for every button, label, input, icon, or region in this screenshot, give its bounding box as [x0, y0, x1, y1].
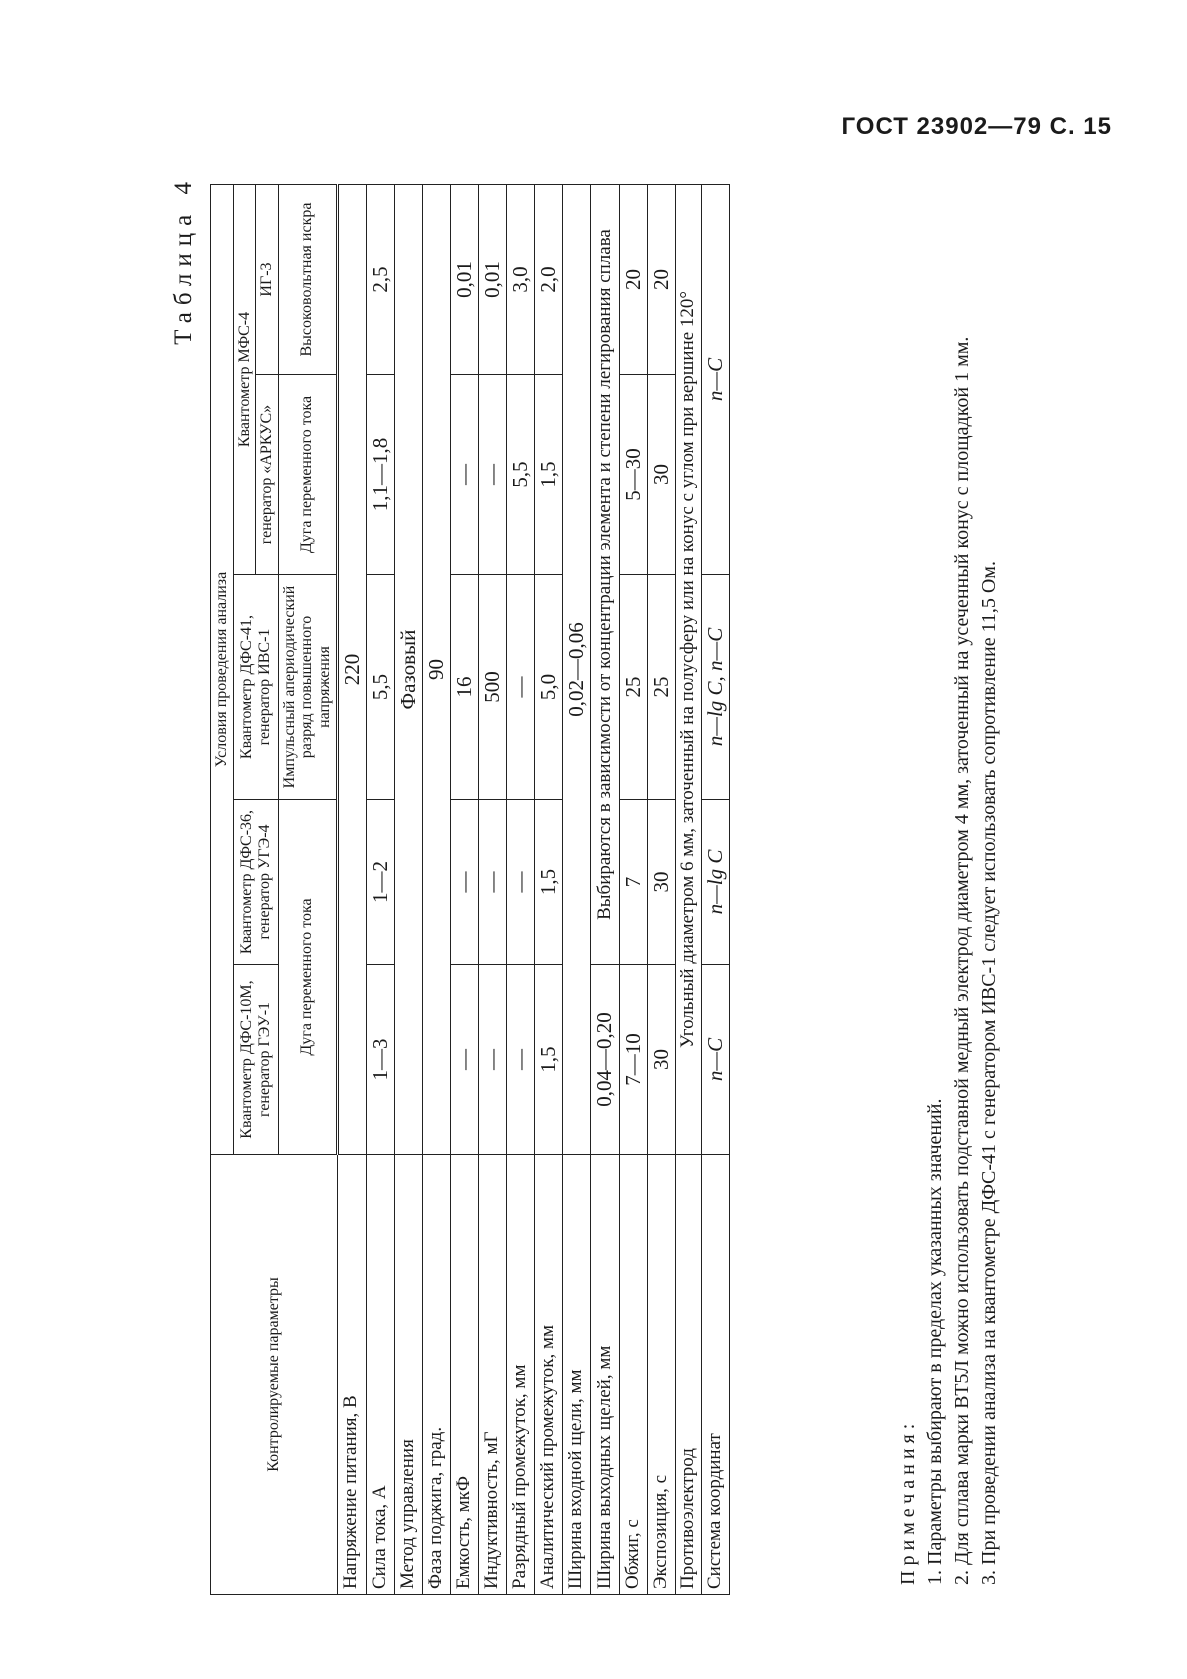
cell-value: n—lg C, n—C [701, 575, 729, 800]
cell-value: 5,5 [507, 375, 535, 575]
cell-value: — [479, 965, 507, 1155]
row-label: Сила тока, А [366, 1155, 394, 1595]
page-header: ГОСТ 23902—79 С. 15 [841, 113, 1112, 140]
cell-value: 90 [422, 185, 450, 1155]
cell-value: n—C [701, 185, 729, 575]
cell-value: 0,04—0,20 [591, 965, 619, 1155]
cell-value: 16 [450, 575, 478, 800]
col-dev1: Квантометр ДФС-10М, генератор ГЭУ-1 [233, 965, 278, 1155]
row-label: Обжиг, с [619, 1155, 647, 1595]
cell-value: 1,5 [535, 965, 563, 1155]
cell-value: 7—10 [619, 965, 647, 1155]
row-label: Фаза поджига, град. [422, 1155, 450, 1595]
col-gen-ig3: ИГ-3 [256, 185, 279, 375]
parameters-table [210, 184, 730, 1595]
cell-value: Угольный диаметром 6 мм, заточенный на полусферу или на конус с углом при вершине 120° [675, 185, 701, 1155]
note-1: 1. Параметры выбирают в пределах указанных значений. [924, 1098, 946, 1585]
cell-value: 220 [337, 185, 366, 1155]
cell-value: 500 [479, 575, 507, 800]
cell-value: Выбираются в зависимости от концентрации элемента и степени легирования сплава [591, 185, 619, 965]
cell-value: — [507, 800, 535, 965]
col-dev2: Квантометр ДФС-36, генератор УГЭ-4 [233, 800, 278, 965]
cell-value: 0,01 [479, 185, 507, 375]
table-row [701, 185, 729, 1595]
col-mode-ac4: Дуга переменного тока [278, 375, 337, 575]
row-label: Ширина выходных щелей, мм [591, 1155, 619, 1595]
table-row [422, 185, 450, 1595]
row-label: Противоэлектрод [675, 1155, 701, 1595]
row-label: Ширина входной щели, мм [563, 1155, 591, 1595]
cell-value: — [450, 800, 478, 965]
table-row [619, 185, 647, 1595]
row-label: Экспозиция, с [647, 1155, 675, 1595]
row-label: Система координат [701, 1155, 729, 1595]
cell-value: 1—3 [366, 965, 394, 1155]
cell-value: n—C [701, 965, 729, 1155]
table-row [366, 185, 394, 1595]
cell-value: 30 [647, 800, 675, 965]
cell-value: 30 [647, 375, 675, 575]
col-dev3: Квантометр ДФС-41, генератор ИВС-1 [233, 575, 278, 800]
cell-value: 5,0 [535, 575, 563, 800]
cell-value: 1—2 [366, 800, 394, 965]
cell-value: — [450, 965, 478, 1155]
cell-value: 2,0 [535, 185, 563, 375]
table-row [337, 185, 366, 1595]
cell-value: 1,5 [535, 800, 563, 965]
cell-value: — [507, 965, 535, 1155]
col-gen-arkus: генератор «АРКУС» [256, 375, 279, 575]
cell-value: 7 [619, 800, 647, 965]
cell-value: 5—30 [619, 375, 647, 575]
cell-value: 25 [619, 575, 647, 800]
table-row [675, 185, 701, 1595]
row-label: Напряжение питания, В [337, 1155, 366, 1595]
cell-value: 5,5 [366, 575, 394, 800]
cell-value: 25 [647, 575, 675, 800]
col-conditions-header: Условия проведения анализа [211, 185, 234, 1155]
cell-value: 3,0 [507, 185, 535, 375]
table-row [647, 185, 675, 1595]
cell-value: 30 [647, 965, 675, 1155]
col-mode-pulse: Импульсный апериодический разряд повышенного напряжения [278, 575, 337, 800]
cell-value: 1,5 [535, 375, 563, 575]
row-label: Индуктивность, мГ [479, 1155, 507, 1595]
row-label: Метод управления [394, 1155, 422, 1595]
cell-value: — [479, 375, 507, 575]
row-label: Разрядный промежуток, мм [507, 1155, 535, 1595]
table-row [591, 185, 619, 1595]
cell-value: n—lg C [701, 800, 729, 965]
col-mode-ac: Дуга переменного тока [278, 800, 337, 1155]
table-caption: Таблица 4 [170, 175, 197, 345]
cell-value: 20 [619, 185, 647, 375]
cell-value: 2,5 [366, 185, 394, 375]
cell-value: 20 [647, 185, 675, 375]
table-row [507, 185, 535, 1595]
table-row [479, 185, 507, 1595]
row-label: Аналитический промежуток, мм [535, 1155, 563, 1595]
table-row [450, 185, 478, 1595]
table-row [394, 185, 422, 1595]
rotated-table-block [170, 145, 1090, 1595]
cell-value: 1,1—1,8 [366, 375, 394, 575]
note-3: 3. При проведении анализа на квантометре ДФС-41 с генератором ИВС-1 следует использовать сопротивление 11,5 Ом. [978, 561, 1000, 1585]
cell-value: 0,01 [450, 185, 478, 375]
table-row [535, 185, 563, 1595]
cell-value: 0,02—0,06 [563, 185, 591, 1155]
notes-title: Примечания: [897, 1418, 919, 1585]
note-2: 2. Для сплава марки ВТ5Л можно использовать подставной медный электрод диаметром 4 мм, заточенный на усеченный конус с площадкой 1 мм. [951, 336, 973, 1585]
col-dev4: Квантометр МФС-4 [233, 185, 256, 575]
cell-value: — [507, 575, 535, 800]
cell-value: — [479, 800, 507, 965]
table-row [563, 185, 591, 1595]
col-param-header: Контролируемые параметры [211, 1155, 338, 1595]
col-mode-spark: Высоковольтная искра [278, 185, 337, 375]
cell-value: Фазовый [394, 185, 422, 1155]
notes-block [895, 165, 1003, 1585]
cell-value: — [450, 375, 478, 575]
row-label: Емкость, мкФ [450, 1155, 478, 1595]
